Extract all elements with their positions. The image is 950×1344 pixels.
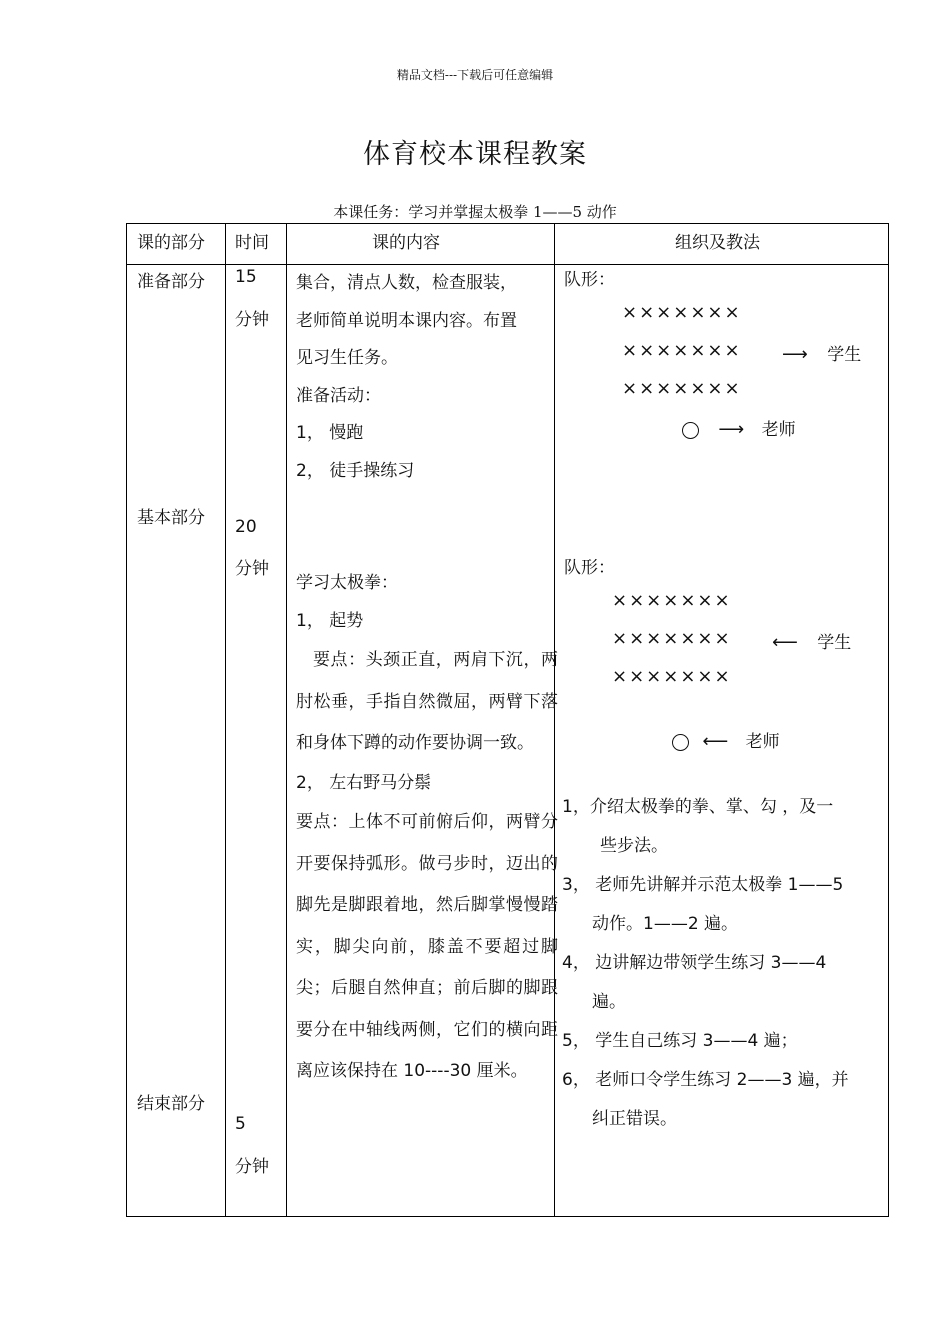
content-line: 2， 徒手操练习 [296,460,415,481]
step-item-cont: 动作。1——2 遍。 [592,914,739,934]
student-row: ××××××× [622,378,742,399]
arrow-right-icon: ⟶ [718,419,745,440]
header-part: 课的部分 [137,233,205,253]
content-line: 集合，清点人数，检查服装， [296,273,517,293]
student-row: ××××××× [622,302,742,323]
column-divider [225,224,226,1216]
student-label: 学生 [827,345,862,365]
header-note: 精品文档---下载后可任意编辑 [396,68,554,82]
teacher-pointer [682,415,796,440]
student-pointer [772,628,851,653]
formation-label: 队形： [564,270,615,290]
content-line: 1， 慢跑 [296,423,364,443]
step-item-cont: 纠正错误。 [592,1109,677,1129]
step-item: 1，介绍太极拳的拳、掌、勾 ，及一 [562,797,834,817]
content-paragraph: 要点：头颈正直，两肩下沉，两肘松垂，手指自然微屈，两臂下落和身体下蹲的动作要协调一致。 [296,650,558,753]
header-content: 课的内容 [372,233,440,253]
header-method: 组织及教法 [675,233,760,253]
teacher-label: 老师 [745,732,780,752]
step-item: 5， 学生自己练习 3——4 遍； [562,1031,798,1051]
arrow-left-icon: ⟵ [702,731,729,752]
teaching-steps [562,788,874,1139]
page-title: 体育校本课程教案 [363,139,587,170]
header-time: 时间 [235,233,269,253]
teacher-circle-icon [672,734,689,751]
lesson-content [296,264,558,1093]
content-line: 2， 左右野马分鬃 [296,772,432,793]
student-row: ××××××× [612,666,732,687]
step-item-cont: 些步法。 [600,836,668,856]
content-paragraph: 要点：上体不可前俯后仰，两臂分开要保持弧形。做弓步时，迈出的脚先是脚跟着地，然后脚掌慢慢踏实，脚尖向前，膝盖不要超过脚尖；后腿自然伸直；前后脚的脚跟要分在中轴线两侧，它们的横向距离应该保持在 10----30 厘米。 [296,812,558,1081]
column-divider [286,224,287,1216]
part-prep: 准备部分 [137,272,205,292]
student-pointer [782,340,861,365]
content-line: 老师简单说明本课内容。布置 [296,310,517,331]
student-row: ××××××× [622,340,742,361]
time-prep-num: 15 [235,267,257,287]
lesson-plan-table [126,223,889,1217]
student-row: ××××××× [612,590,732,611]
step-item: 3， 老师先讲解并示范太极拳 1——5 [562,875,844,895]
formation-label: 队形： [564,558,615,578]
part-end: 结束部分 [137,1094,205,1114]
time-end-unit: 分钟 [235,1157,269,1177]
step-item-cont: 遍。 [592,992,626,1012]
time-prep-unit: 分钟 [235,310,269,330]
student-label: 学生 [817,633,852,653]
content-line: 1， 起势 [296,610,364,631]
step-item: 6， 老师口令学生练习 2——3 遍，并 [562,1070,849,1090]
teacher-circle-icon [682,422,699,439]
content-line: 准备活动： [296,385,381,406]
arrow-right-icon: ⟶ [782,344,808,365]
teacher-label: 老师 [761,420,796,440]
part-basic: 基本部分 [137,508,205,528]
lesson-task: 本课任务：学习并掌握太极拳 1——5 动作 [333,203,617,221]
content-line: 见习生任务。 [296,348,398,368]
time-end-num: 5 [235,1114,246,1134]
student-row: ××××××× [612,628,732,649]
teacher-pointer [672,727,780,752]
step-item: 4， 边讲解边带领学生练习 3——4 [562,953,827,973]
content-line: 学习太极拳： [296,573,398,593]
arrow-left-icon: ⟵ [772,632,798,653]
time-basic-num: 20 [235,517,257,537]
time-basic-unit: 分钟 [235,559,269,579]
